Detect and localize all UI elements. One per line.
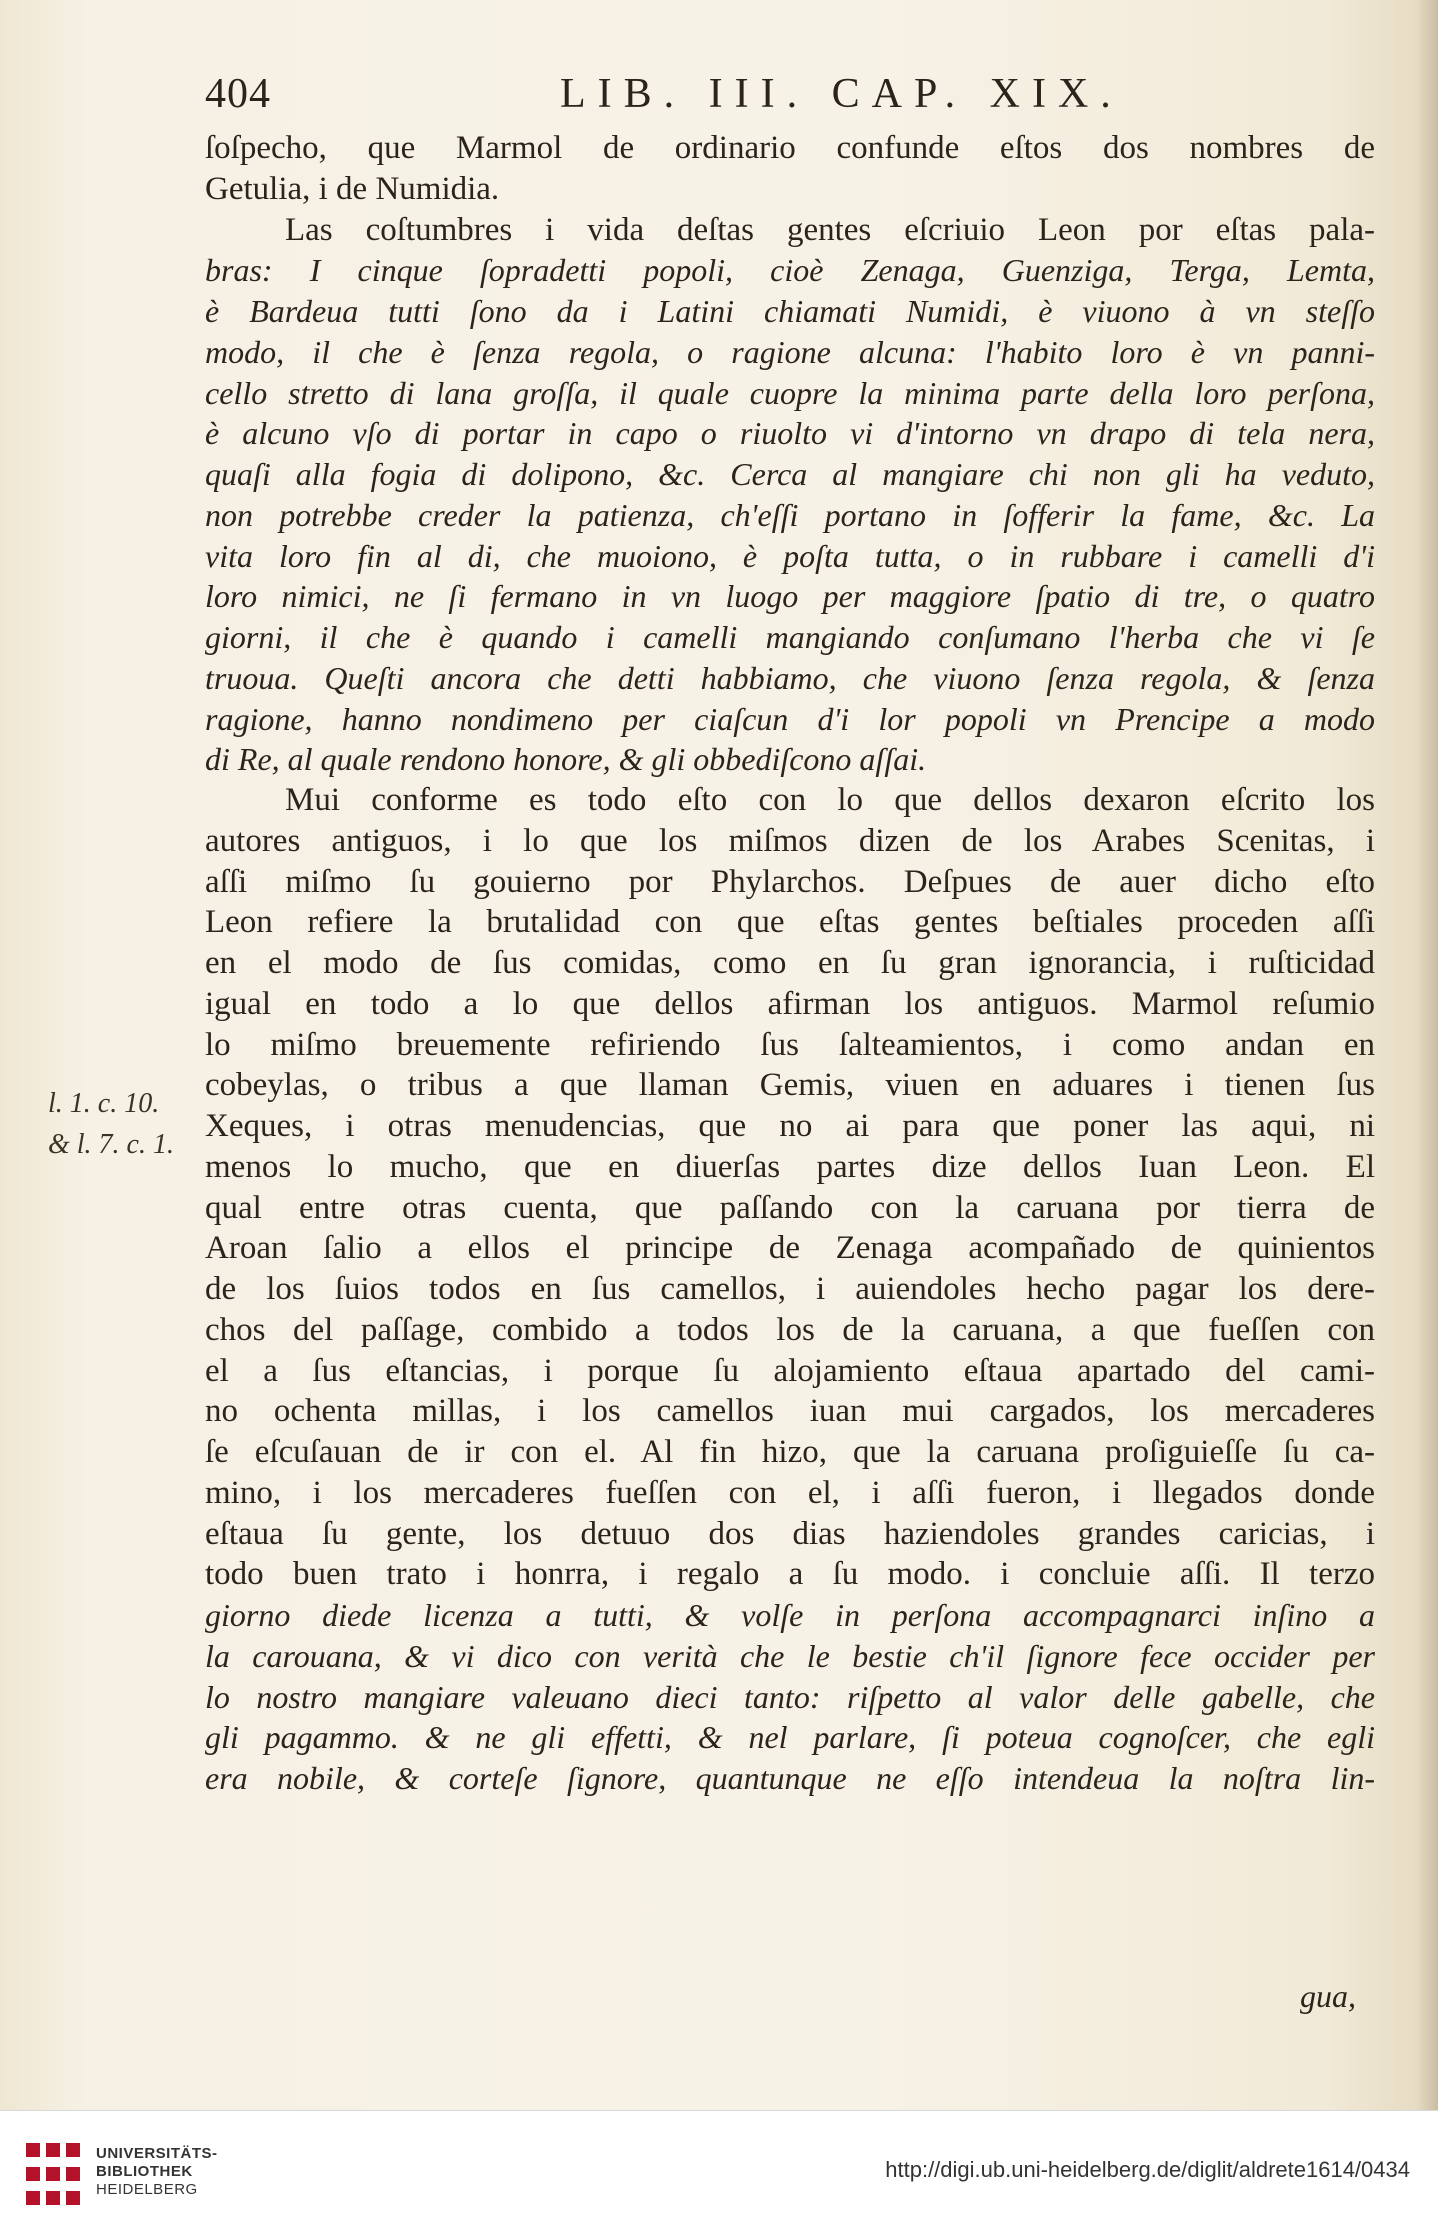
text-line: Las coſtumbres i vida deſtas gentes eſcriuio Leon por eſtas pala- — [285, 211, 1375, 248]
running-head: LIB. III. CAP. XIX. — [560, 71, 1123, 117]
text-line: qual entre otras cuenta, que paſſando con la caruana por tierra de — [205, 1189, 1375, 1226]
text-line: Xeques, i otras menudencias, que no ai para que poner las aqui, ni — [205, 1108, 1375, 1144]
text-line: aſſi miſmo ſu gouierno por Phylarchos. Deſpues de auer dicho eſto — [205, 863, 1375, 900]
text-line: cello stretto di lana groſſa, il quale cuopre la minima parte della loro perſona, — [205, 374, 1375, 411]
text-line: todo buen trato i honrra, i regalo a ſu modo. i concluie aſſi. Il terzo — [205, 1556, 1375, 1593]
library-line-3: HEIDELBERG — [96, 2181, 198, 2198]
text-line: de los ſuios todos en ſus camellos, i auiendoles hecho pagar los dere- — [205, 1271, 1375, 1307]
text-line: non potrebbe creder la patienza, ch'eſſi portano in ſofferir la fame, &c. La — [205, 496, 1375, 533]
text-line: chos del paſſage, combido a todos los de la caruana, a que fueſſen con — [205, 1311, 1375, 1348]
text-line: el a ſus eſtancias, i porque ſu alojamiento eſtaua apartado del cami- — [205, 1352, 1375, 1389]
university-library-logo-icon — [22, 2139, 84, 2209]
text-line: Mui conforme es todo eſto con lo que dellos dexaron eſcrito los — [285, 782, 1375, 818]
text-line: Leon refiere la brutalidad con que eſtas gentes beſtiales proceden aſſi — [205, 904, 1375, 941]
footer-bar — [0, 2110, 1438, 2236]
text-line: autores antiguos, i lo que los miſmos dizen de los Arabes Scenitas, i — [205, 822, 1375, 859]
text-line: loro nimici, ne ſi fermano in vn luogo per maggiore ſpatio di tre, o quatro — [205, 578, 1375, 615]
text-line: igual en todo a lo que dellos afirman los antiguos. Marmol reſumio — [205, 985, 1375, 1022]
text-line: è Bardeua tutti ſono da i Latini chiamati Numidi, è viuono à vn steſſo — [205, 293, 1375, 329]
text-line: Getulia, i de Numidia. — [205, 170, 500, 207]
margin-note-1: l. 1. c. 10. — [48, 1088, 160, 1119]
text-line: menos lo mucho, que en diuerſas partes dize dellos Iuan Leon. El — [205, 1148, 1375, 1185]
page-number: 404 — [205, 71, 271, 117]
text-line: gli pagammo. & ne gli effetti, & nel parlare, ſi poteua cognoſcer, che egli — [205, 1719, 1375, 1756]
library-line-2: BIBLIOTHEK — [96, 2163, 193, 2180]
text-line: bras: I cinque ſopradetti popoli, cioè Zenaga, Guenziga, Terga, Lemta, — [205, 252, 1375, 289]
text-line: ragione, hanno nondimeno per ciaſcun d'i lor popoli vn Prencipe a modo — [205, 700, 1375, 737]
source-url-link[interactable]: http://digi.ub.uni-heidelberg.de/diglit/aldrete1614/0434 — [885, 2157, 1410, 2182]
text-line: Aroan ſalio a ellos el principe de Zenaga acompañado de quinientos — [205, 1230, 1375, 1267]
text-line: di Re, al quale rendono honore, & gli obbediſcono aſſai. — [205, 741, 927, 778]
text-line: ſoſpecho, que Marmol de ordinario confunde eſtos dos nombres de — [205, 130, 1375, 166]
text-line: truoua. Queſti ancora che detti habbiamo, che viuono ſenza regola, & ſenza — [205, 659, 1375, 696]
text-line: la carouana, & vi dico con verità che le bestie ch'il ſignore fece occider per — [205, 1637, 1375, 1674]
library-line-1: UNIVERSITÄTS- — [96, 2145, 218, 2162]
text-line: cobeylas, o tribus a que llaman Gemis, viuen en aduares i tienen ſus — [205, 1067, 1375, 1104]
text-line: giorni, il che è quando i camelli mangiando conſumano l'herba che vi ſe — [205, 619, 1375, 655]
text-line: no ochenta millas, i los camellos iuan mui cargados, los mercaderes — [205, 1393, 1375, 1430]
text-line: mino, i los mercaderes fueſſen con el, i aſſi fueron, i llegados donde — [205, 1474, 1375, 1511]
text-line: vita loro fin al di, che muoiono, è poſta tutta, o in rubbare i camelli d'i — [205, 537, 1375, 574]
text-line: era nobile, & corteſe ſignore, quantunque ne eſſo intendeua la noſtra lin- — [205, 1760, 1375, 1796]
text-line: è alcuno vſo di portar in capo o riuolto vi d'intorno vn drapo di tela nera, — [205, 415, 1375, 452]
catchword: gua, — [1300, 1978, 1356, 2014]
text-line: eſtaua ſu gente, los detuuo dos dias haziendoles grandes caricias, i — [205, 1515, 1375, 1552]
text-line: lo miſmo breuemente refiriendo ſus ſalteamientos, i como andan en — [205, 1026, 1375, 1063]
body-text — [205, 128, 1375, 1799]
text-line: en el modo de ſus comidas, como en ſu gran ignorancia, i ruſticidad — [205, 945, 1375, 981]
page-header — [205, 70, 1375, 120]
text-line: ſe eſcuſauan de ir con el. Al fin hizo, que la caruana proſiguieſſe ſu ca- — [205, 1434, 1375, 1470]
text-line: quaſi alla fogia di dolipono, &c. Cerca al mangiare chi non gli ha veduto, — [205, 456, 1375, 492]
library-name — [96, 2145, 218, 2199]
text-line: giorno diede licenza a tutti, & volſe in perſona accompagnarci inſino a — [205, 1597, 1375, 1633]
margin-note-2: & l. 7. c. 1. — [48, 1129, 174, 1160]
text-line: modo, il che è ſenza regola, o ragione alcuna: l'habito loro è vn panni- — [205, 333, 1375, 370]
text-line: lo nostro mangiare valeuano dieci tanto: riſpetto al valor delle gabelle, che — [205, 1678, 1375, 1715]
